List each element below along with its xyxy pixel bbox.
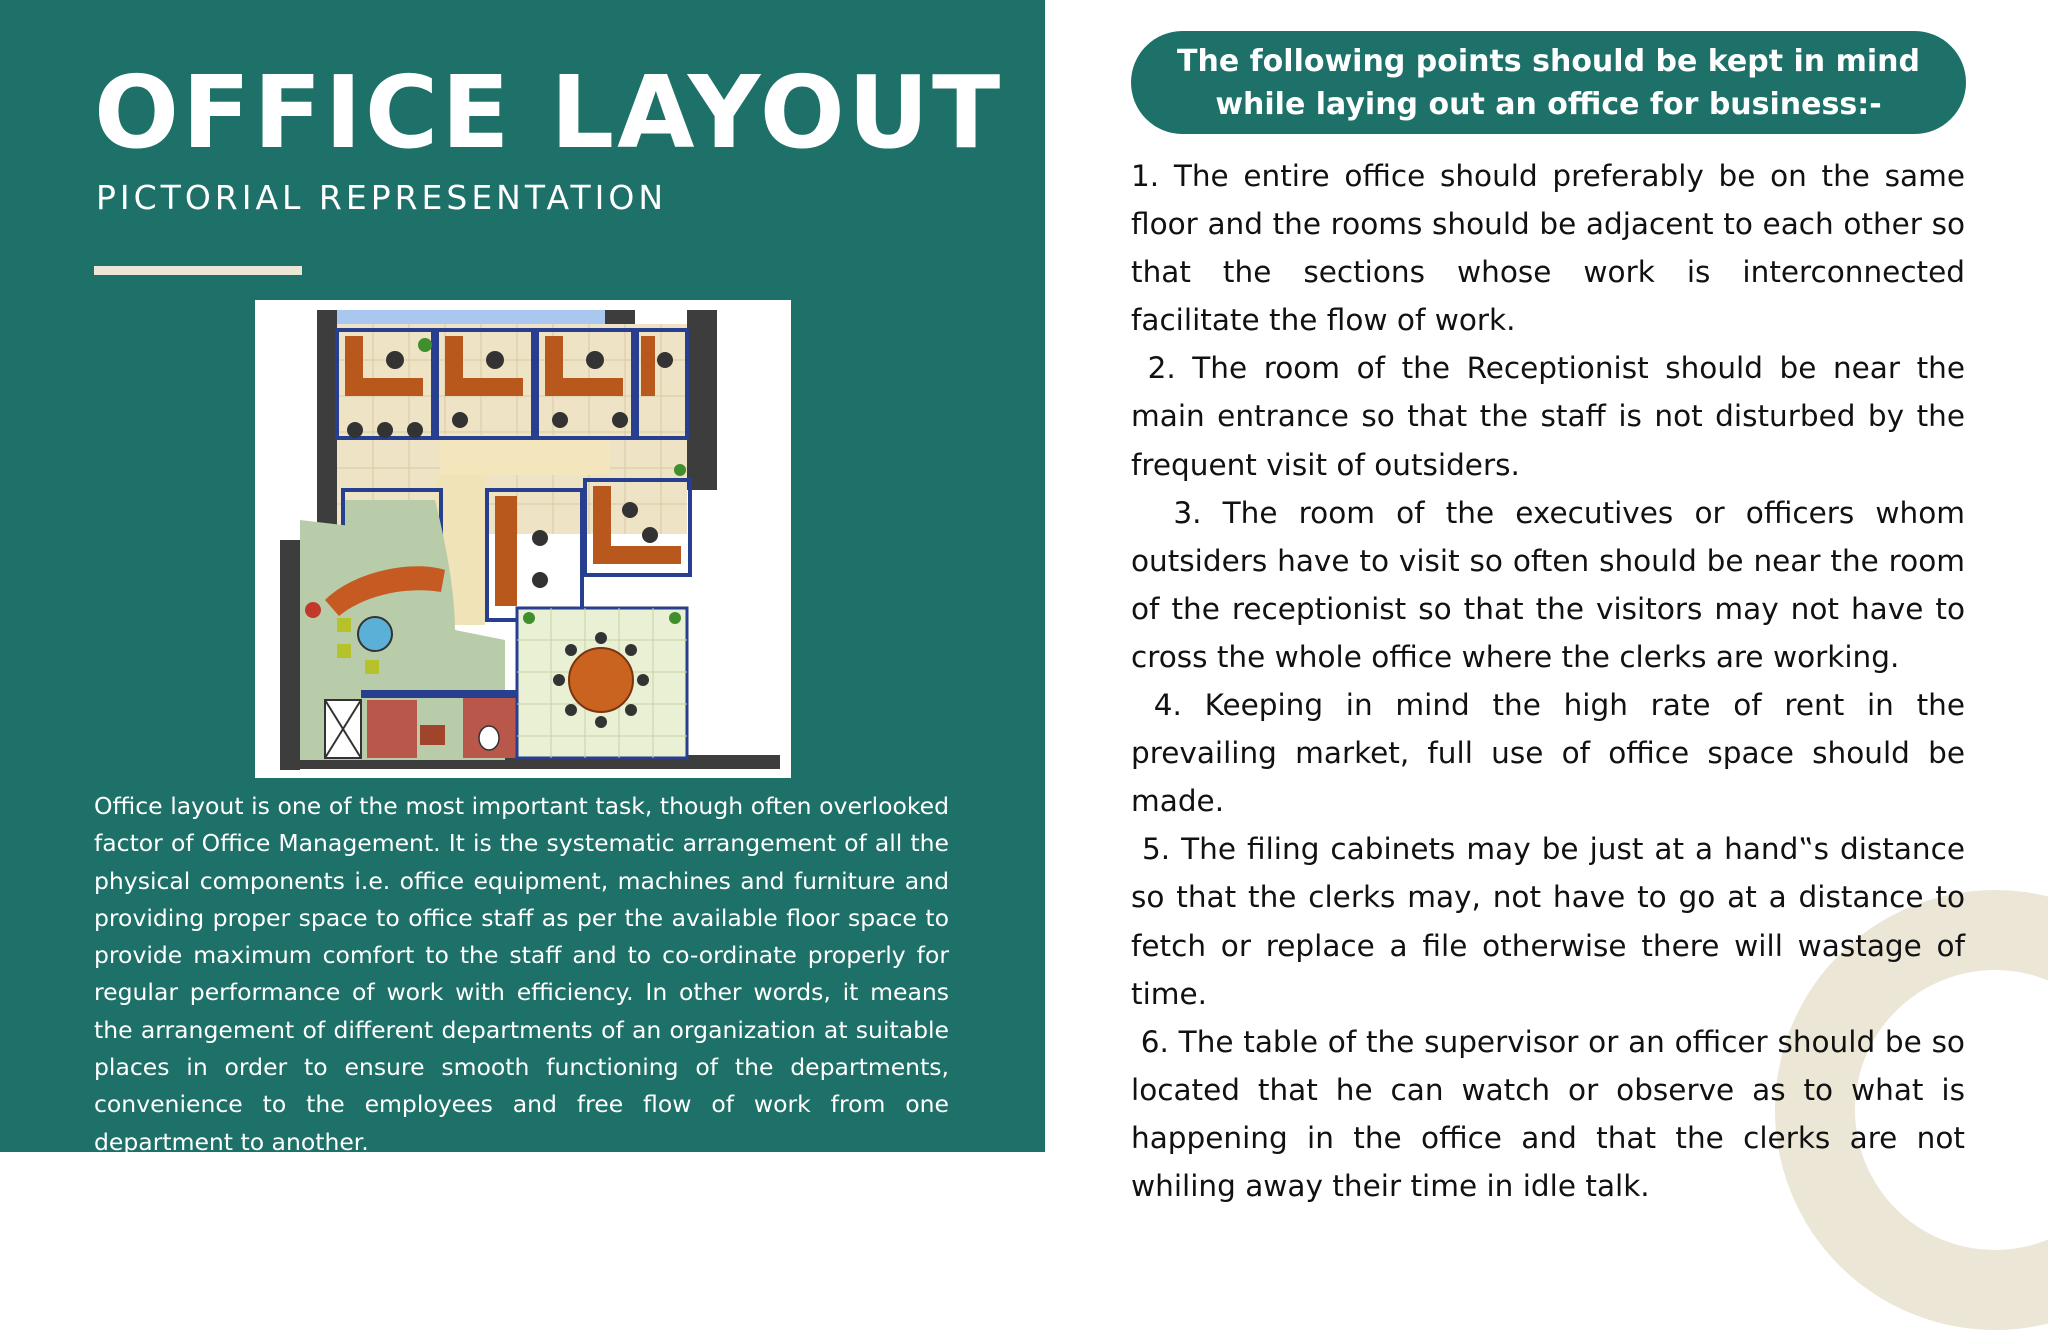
point-item: 5. The filing cabinets may be just at a hand‟s distance so that the clerks may, not have to go at a distance to fetch or replace a file otherwise there will wastage of time. <box>1131 832 1975 1011</box>
callout-banner <box>1131 31 1966 134</box>
slide-subtitle: PICTORIAL REPRESENTATION <box>96 178 668 217</box>
point-item: 6. The table of the supervisor or an officer should be so located that he can watch or observe as to what is happening in the office and that the clerks are not whiling away their time in idle talk. <box>1131 1024 1975 1203</box>
point-item: 3. The room of the executives or officers whom outsiders have to visit so often should be near the room of the receptionist so that the visitors may not have to cross the whole office where the clerks are working. <box>1131 495 1975 674</box>
office-floorplan-image <box>255 300 791 778</box>
points-list <box>1131 152 1975 1210</box>
intro-paragraph: Office layout is one of the most important task, though often overlooked factor of Office Management. It is the systematic arrangement of all the physical components i.e. office equipment, machines and furniture and providing proper space to office staff as per the available floor space to provide maximum comfort to the staff and to co-ordinate properly for regular performance of work with efficiency. In other words, it means the arrangement of different departments of an organization at suitable places in order to ensure smooth functioning of the departments, convenience to the employees and free flow of work from one department to another. <box>94 792 949 1156</box>
callout-text: The following points should be kept in mind while laying out an office for business:- <box>1177 43 1920 122</box>
point-item: 4. Keeping in mind the high rate of rent in the prevailing market, full use of office space should be made. <box>1131 688 1975 819</box>
slide-title: OFFICE LAYOUT <box>94 54 1004 171</box>
point-item: 1. The entire office should preferably be on the same floor and the rooms should be adjacent to each other so that the sections whose work is interconnected facilitate the flow of work. <box>1131 159 1975 338</box>
point-item: 2. The room of the Receptionist should be near the main entrance so that the staff is not disturbed by the frequent visit of outsiders. <box>1131 351 1975 482</box>
accent-divider <box>94 266 302 275</box>
